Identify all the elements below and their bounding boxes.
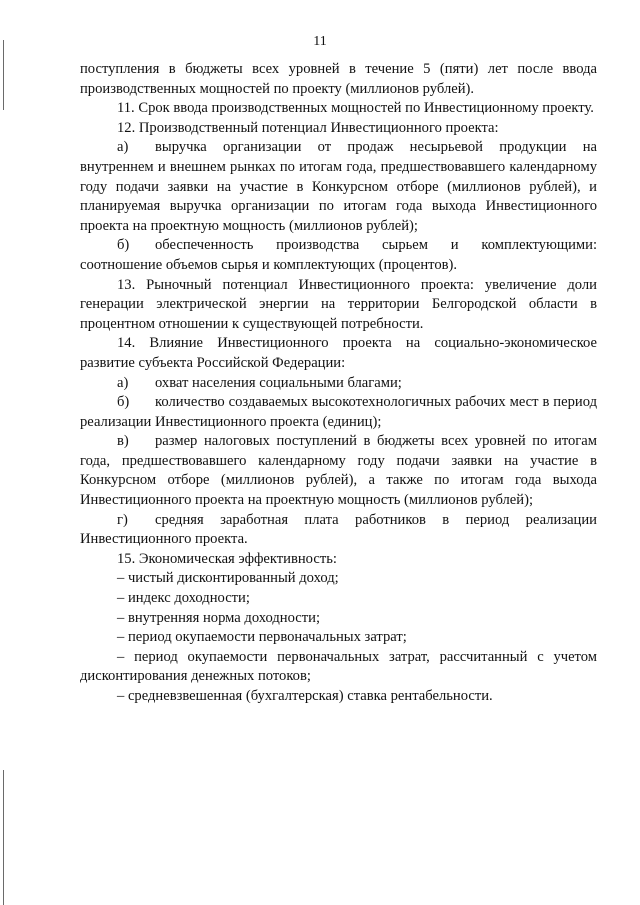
scan-edge-mark-top <box>3 40 4 110</box>
paragraph-12b <box>80 236 597 275</box>
list-item-payback-period: – период окупаемости первоначальных затрат; <box>117 629 407 646</box>
item-text: средняя заработная плата работников в период реализации Инвестиционного проекта. <box>80 511 597 548</box>
page-number: 11 <box>313 34 327 49</box>
paragraph-continuation: поступления в бюджеты всех уровней в течение 5 (пяти) лет после ввода производственных мощностей по проекту (миллионов рублей). <box>80 61 597 97</box>
item-text: размер налоговых поступлений в бюджеты всех уровней по итогам года, предшествовавшего календарному году подачи заявки на участие в Конкурсном отборе (миллионов рублей), а также по итогам года выхода Инвестиционного проекта на проектную мощность (миллионов рублей); <box>80 433 597 509</box>
item-text: выручка организации от продаж несырьевой продукции на внутреннем и внешнем рынках по итогам года, предшествовавшего календарному году подачи заявки на участие в Конкурсном отборе (миллионов рублей), и планируемая выручка организации по итогам года выхода Инвестиционного проекта на проектную мощность (миллионов рублей); <box>80 139 597 234</box>
paragraph-14v <box>80 432 597 510</box>
paragraph-14: 14. Влияние Инвестиционного проекта на социально-экономическое развитие субъекта Российской Федерации: <box>80 335 597 371</box>
paragraph-14b <box>80 393 597 432</box>
paragraph-12: 12. Производственный потенциал Инвестиционного проекта: <box>117 119 499 136</box>
paragraph-14a <box>80 374 597 394</box>
item-marker: б) <box>117 237 130 254</box>
list-item-weighted-return: – средневзвешенная (бухгалтерская) ставка рентабельности. <box>117 688 493 704</box>
item-marker: а) <box>117 374 129 391</box>
list-item-irr: – внутренняя норма доходности; <box>117 609 321 626</box>
paragraph-13: 13. Рыночный потенциал Инвестиционного проекта: увеличение доли генерации электрической энергии на территории Белгородской области в процентном отношении к существующей потребности. <box>80 276 597 332</box>
list-item-discounted-payback: – период окупаемости первоначальных затрат, рассчитанный с учетом дисконтирования денежных потоков; <box>80 648 597 685</box>
item-marker: в) <box>117 433 129 450</box>
list-item-npv: – чистый дисконтированный доход; <box>117 570 339 587</box>
list-item-profitability-index: – индекс доходности; <box>117 590 250 607</box>
item-marker: б) <box>117 394 130 411</box>
paragraph-14g <box>80 511 597 550</box>
item-text: обеспеченность производства сырьем и комплектующими: соотношение объемов сырья и комплектующих (процентов). <box>80 237 597 273</box>
document-body <box>80 60 597 707</box>
item-text: охват населения социальными благами; <box>155 374 402 391</box>
item-marker: а) <box>117 139 129 156</box>
scan-edge-mark-bottom <box>3 770 4 905</box>
paragraph-15: 15. Экономическая эффективность: <box>117 550 337 567</box>
item-marker: г) <box>117 511 128 528</box>
paragraph-12a <box>80 138 597 236</box>
paragraph-11: 11. Срок ввода производственных мощностей по Инвестиционному проекту. <box>117 100 594 117</box>
item-text: количество создаваемых высокотехнологичных рабочих мест в период реализации Инвестиционного проекта (единиц); <box>80 394 597 430</box>
